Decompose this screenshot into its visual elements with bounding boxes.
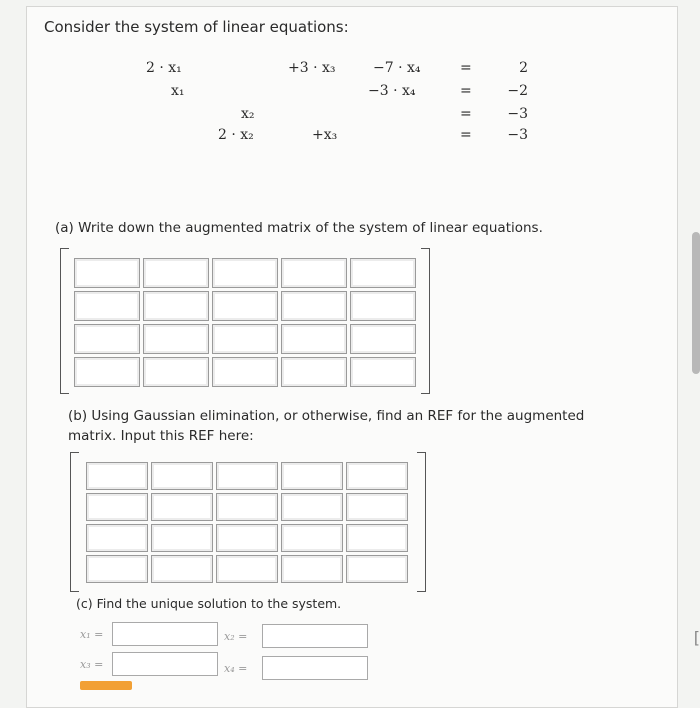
left-bracket: [70, 452, 79, 592]
matrix-a-cell[interactable]: [74, 324, 140, 354]
matrix-a-cell[interactable]: [74, 357, 140, 387]
matrix-a-cell[interactable]: [143, 258, 209, 288]
matrix-b-cell[interactable]: [86, 462, 148, 490]
matrix-a-grid: [74, 258, 416, 387]
eq2-term1: x₁: [171, 83, 185, 99]
submit-button[interactable]: [80, 681, 132, 690]
part-a-text: (a) Write down the augmented matrix of the system of linear equations.: [55, 220, 543, 236]
matrix-b-cell[interactable]: [86, 524, 148, 552]
intro-text: Consider the system of linear equations:: [44, 18, 349, 36]
matrix-b-cell[interactable]: [216, 555, 278, 583]
x4-answer: [224, 656, 368, 680]
eq2-equals: =: [460, 83, 472, 99]
x4-input[interactable]: [262, 656, 368, 680]
matrix-a-cell[interactable]: [281, 258, 347, 288]
eq1-term4: −7 · x₄: [373, 60, 421, 76]
matrix-a-cell[interactable]: [143, 357, 209, 387]
matrix-b-grid: [86, 462, 408, 583]
matrix-a-cell[interactable]: [212, 291, 278, 321]
matrix-a-cell[interactable]: [281, 291, 347, 321]
matrix-b-cell[interactable]: [281, 462, 343, 490]
augmented-matrix-input: [60, 248, 430, 394]
matrix-b-cell[interactable]: [281, 493, 343, 521]
matrix-a-cell[interactable]: [212, 324, 278, 354]
matrix-b-cell[interactable]: [216, 524, 278, 552]
matrix-b-cell[interactable]: [86, 555, 148, 583]
matrix-a-cell[interactable]: [350, 291, 416, 321]
matrix-b-cell[interactable]: [151, 462, 213, 490]
eq4-rhs: −3: [507, 127, 528, 143]
x2-input[interactable]: [262, 624, 368, 648]
matrix-b-cell[interactable]: [346, 555, 408, 583]
eq3-term2: x₂: [241, 106, 255, 122]
matrix-b-cell[interactable]: [216, 462, 278, 490]
eq2-term4: −3 · x₄: [368, 83, 416, 99]
matrix-a-cell[interactable]: [350, 357, 416, 387]
eq3-rhs: −3: [507, 106, 528, 122]
eq1-term1: 2 · x₁: [146, 60, 182, 76]
bracket-icon: [: [693, 628, 700, 647]
matrix-a-cell[interactable]: [143, 291, 209, 321]
matrix-a-cell[interactable]: [74, 258, 140, 288]
matrix-b-cell[interactable]: [151, 524, 213, 552]
eq4-term2: 2 · x₂: [218, 127, 254, 143]
right-bracket: [417, 452, 426, 592]
part-c-text: (c) Find the unique solution to the system.: [76, 596, 342, 611]
matrix-b-cell[interactable]: [281, 555, 343, 583]
eq2-rhs: −2: [507, 83, 528, 99]
matrix-b-cell[interactable]: [86, 493, 148, 521]
x1-answer: [80, 622, 218, 646]
right-bracket: [421, 248, 430, 394]
x1-input[interactable]: [112, 622, 218, 646]
x3-label: x₃ =: [80, 657, 104, 671]
matrix-b-cell[interactable]: [346, 493, 408, 521]
x3-input[interactable]: [112, 652, 218, 676]
matrix-b-cell[interactable]: [151, 555, 213, 583]
eq1-equals: =: [460, 60, 472, 76]
x4-label: x₄ =: [224, 661, 248, 675]
eq1-rhs: 2: [519, 60, 528, 76]
eq4-equals: =: [460, 127, 472, 143]
matrix-b-cell[interactable]: [216, 493, 278, 521]
x1-label: x₁ =: [80, 627, 104, 641]
part-b-text: (b) Using Gaussian elimination, or otherwise, find an REF for the augmented matrix. Input this REF here:: [68, 408, 585, 444]
scrollbar-thumb[interactable]: [692, 232, 700, 374]
ref-matrix-input: [70, 452, 426, 592]
x2-answer: [224, 624, 368, 648]
matrix-a-cell[interactable]: [74, 291, 140, 321]
eq4-term3: +x₃: [312, 127, 338, 143]
eq1-term3: +3 · x₃: [288, 60, 336, 76]
x3-answer: [80, 652, 218, 676]
matrix-b-cell[interactable]: [151, 493, 213, 521]
matrix-a-cell[interactable]: [281, 357, 347, 387]
matrix-a-cell[interactable]: [281, 324, 347, 354]
matrix-a-cell[interactable]: [212, 258, 278, 288]
matrix-b-cell[interactable]: [281, 524, 343, 552]
matrix-b-cell[interactable]: [346, 462, 408, 490]
eq3-equals: =: [460, 106, 472, 122]
matrix-a-cell[interactable]: [143, 324, 209, 354]
matrix-b-cell[interactable]: [346, 524, 408, 552]
matrix-a-cell[interactable]: [350, 258, 416, 288]
x2-label: x₂ =: [224, 629, 248, 643]
matrix-a-cell[interactable]: [212, 357, 278, 387]
left-bracket: [60, 248, 69, 394]
matrix-a-cell[interactable]: [350, 324, 416, 354]
